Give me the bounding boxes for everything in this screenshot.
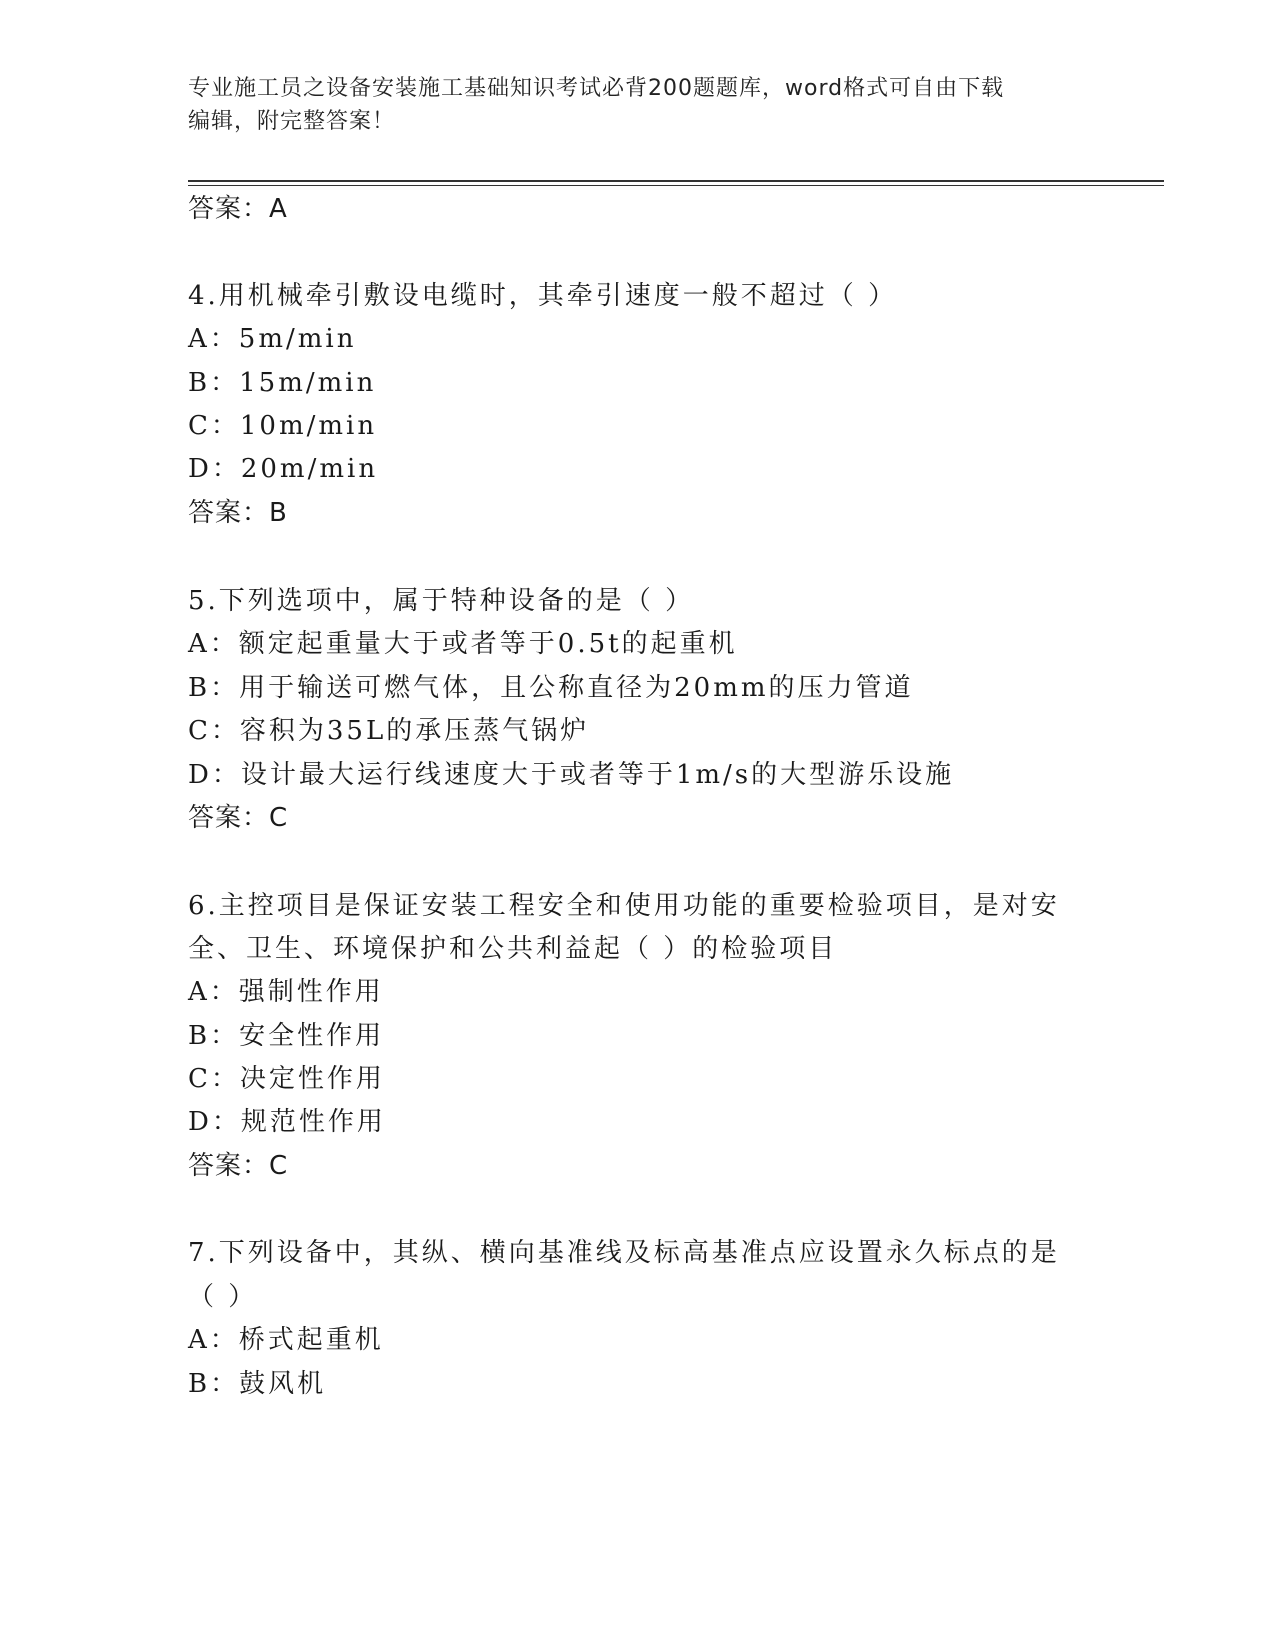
header-line-1: 专业施工员之设备安装施工基础知识考试必背200题题库，word格式可自由下载 <box>188 76 1005 101</box>
question-6-stem-line-1: 6.主控项目是保证安装工程安全和使用功能的重要检验项目，是对安 <box>188 891 1060 921</box>
question-5-stem: 5.下列选项中，属于特种设备的是（ ） <box>188 586 695 616</box>
answer-4: 答案：B <box>188 498 288 528</box>
header-rule-thin <box>188 185 1164 186</box>
question-4-option-d: D：20m/min <box>188 454 379 484</box>
question-4-stem: 4.用机械牵引敷设电缆时，其牵引速度一般不超过（ ） <box>188 281 898 311</box>
answer-5: 答案：C <box>188 803 289 833</box>
answer-3: 答案：A <box>188 194 288 224</box>
question-6-option-a: A：强制性作用 <box>188 977 384 1007</box>
question-6-option-c: C：决定性作用 <box>188 1064 385 1094</box>
question-5-option-d: D：设计最大运行线速度大于或者等于1m/s的大型游乐设施 <box>188 760 955 790</box>
question-7-option-a: A：桥式起重机 <box>188 1325 384 1355</box>
question-5-option-b: B：用于输送可燃气体，且公称直径为20mm的压力管道 <box>188 673 914 703</box>
question-7-option-b: B：鼓风机 <box>188 1369 327 1399</box>
question-6-option-d: D：规范性作用 <box>188 1107 386 1137</box>
header-line-2: 编辑，附完整答案！ <box>188 109 396 134</box>
header-rule-thick <box>188 180 1164 182</box>
question-5-option-a: A：额定起重量大于或者等于0.5t的起重机 <box>188 629 738 659</box>
question-6-stem-line-2: 全、卫生、环境保护和公共利益起（ ）的检验项目 <box>188 934 838 964</box>
question-7-stem-line-1: 7.下列设备中，其纵、横向基准线及标高基准点应设置永久标点的是 <box>188 1238 1060 1268</box>
question-4-option-b: B：15m/min <box>188 368 377 398</box>
question-4-option-c: C：10m/min <box>188 411 378 441</box>
question-4-option-a: A：5m/min <box>188 324 357 354</box>
document-header <box>188 72 1088 138</box>
question-7-stem-line-2: （ ） <box>188 1282 258 1312</box>
answer-6: 答案：C <box>188 1151 289 1181</box>
question-5-option-c: C：容积为35L的承压蒸气锅炉 <box>188 716 590 746</box>
question-6-option-b: B：安全性作用 <box>188 1021 385 1051</box>
